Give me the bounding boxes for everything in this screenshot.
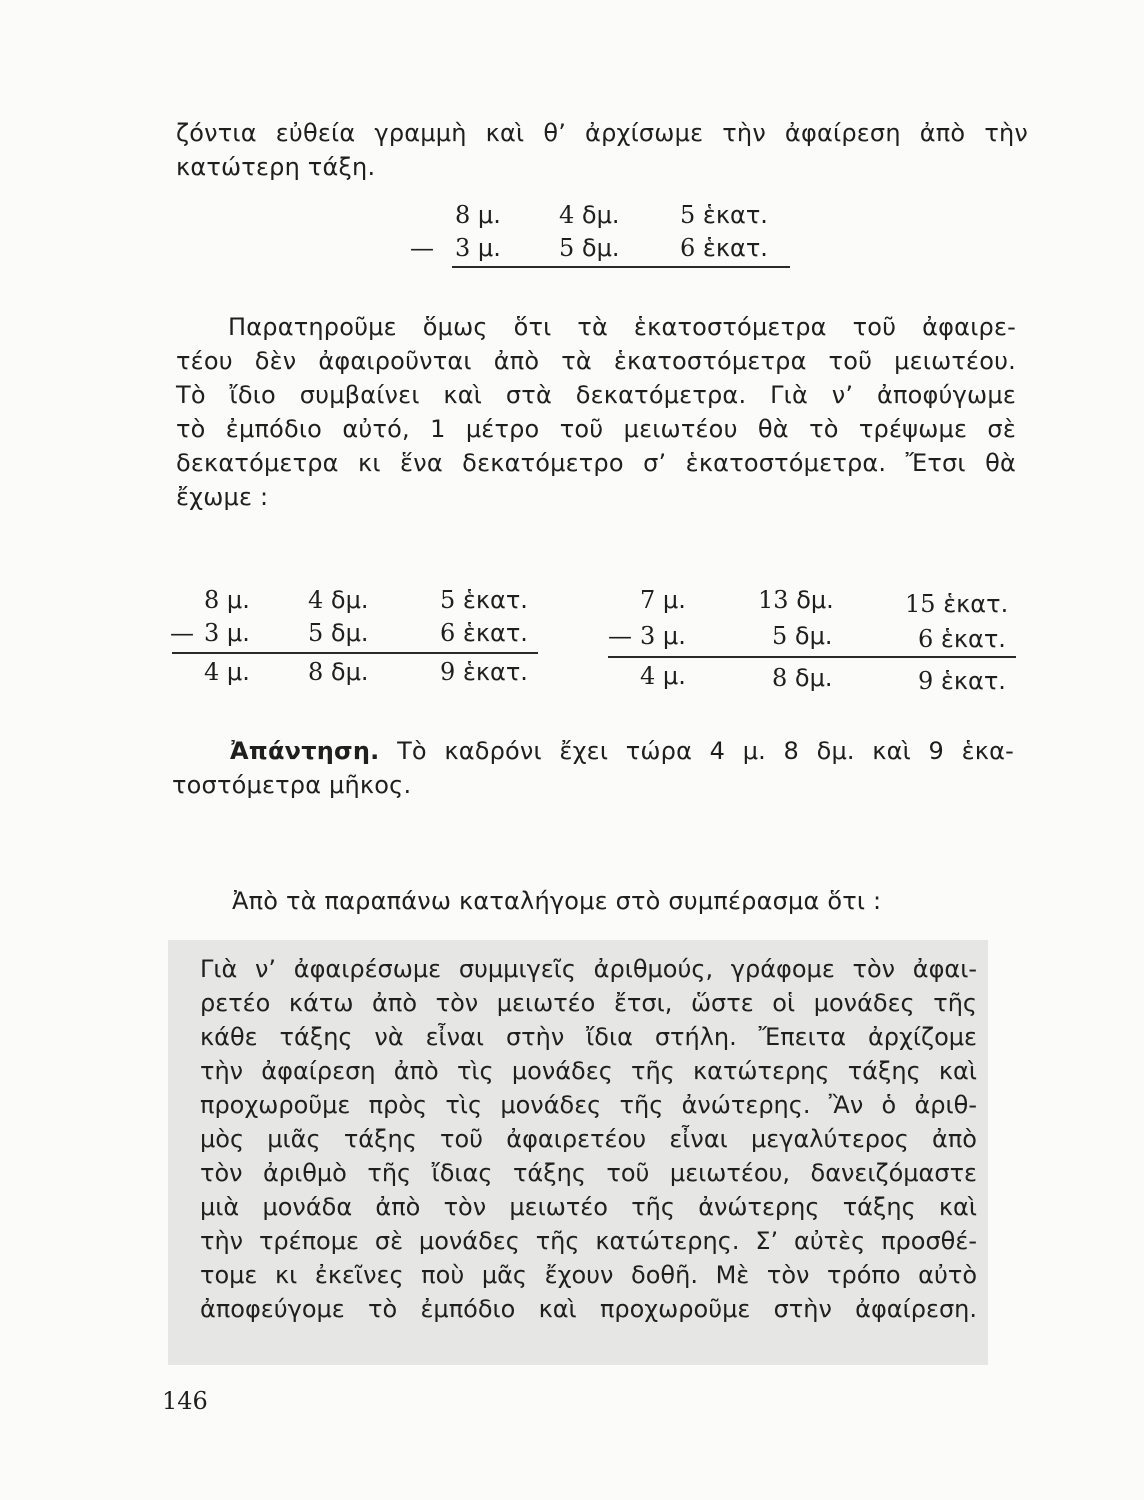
- setup-row1-m: 8 μ.: [455, 201, 501, 229]
- explanation-line-1: Παρατηροῦμε ὅμως ὅτι τὰ ἑκατοστόμετρα τοῦ ἀφαιρε-: [228, 313, 1016, 341]
- left-row1-dm: 4 δμ.: [308, 586, 369, 614]
- answer-label: Ἀπάντηση.: [230, 737, 380, 765]
- rule-line-11: ἀποφεύγομε τὸ ἐμπόδιο καὶ προχωροῦμε στὴν ἀφαίρεση.: [200, 1295, 977, 1323]
- left-row2-ek: 6 ἑκατ.: [440, 619, 528, 647]
- right-row2-sign: —: [608, 622, 632, 650]
- rule-line-4: τὴν ἀφαίρεση ἀπὸ τὶς μονάδες τῆς κατώτερης τάξης καὶ: [200, 1057, 977, 1085]
- answer-line-1: [172, 734, 1014, 768]
- intro-line-1: ζόντια εὐθεία γραμμὴ καὶ θ’ ἀρχίσωμε τὴν ἀφαίρεση ἀπὸ τὴν: [176, 119, 1028, 147]
- left-result-ek: 9 ἑκατ.: [440, 658, 528, 686]
- left-result-dm: 8 δμ.: [308, 658, 369, 686]
- explanation-line-4: τὸ ἐμπόδιο αὐτό, 1 μέτρο τοῦ μειωτέου θὰ τὸ τρέψωμε σὲ: [176, 415, 1016, 443]
- answer-text: Τὸ καδρόνι ἔχει τώρα 4 μ. 8 δμ. καὶ 9 ἑκα-: [397, 737, 1014, 765]
- explanation-line-5: δεκατόμετρα κι ἕνα δεκατόμετρο σ’ ἑκατοστόμετρα. Ἔτσι θὰ: [176, 449, 1016, 477]
- right-result-dm: 8 δμ.: [772, 664, 833, 692]
- left-result-m: 4 μ.: [204, 658, 250, 686]
- setup-row2-dm: 5 δμ.: [559, 234, 620, 262]
- explanation-line-6: ἔχωμε :: [176, 483, 269, 511]
- rule-line-8: μιὰ μονάδα ἀπὸ τὸν μειωτέο τῆς ἀνώτερης τάξης καὶ: [200, 1193, 977, 1221]
- intro-text: [176, 116, 1028, 184]
- rule-line-10: τομε κι ἐκεῖνες ποὺ μᾶς ἔχουν δοθῆ. Μὲ τὸν τρόπο αὐτὸ: [200, 1261, 977, 1289]
- answer-block: [172, 734, 1014, 802]
- rule-line-6: μὸς μιᾶς τάξης τοῦ ἀφαιρετέου εἶναι μεγαλύτερος ἀπὸ: [200, 1125, 977, 1153]
- left-row2-m: 3 μ.: [204, 619, 250, 647]
- right-sum-line: [608, 656, 1016, 658]
- left-row1-ek: 5 ἑκατ.: [440, 586, 528, 614]
- right-row2-dm: 5 δμ.: [772, 622, 833, 650]
- intro-line-2: κατώτερη τάξη.: [176, 153, 376, 181]
- rule-line-7: τὸν ἀριθμὸ τῆς ἴδιας τάξης τοῦ μειωτέου, δανειζόμαστε: [200, 1159, 977, 1187]
- setup-row1-ek: 5 ἑκατ.: [680, 201, 768, 229]
- setup-sum-line: [452, 266, 790, 268]
- left-row1-m: 8 μ.: [204, 586, 250, 614]
- right-row2-ek: 6 ἑκατ.: [918, 625, 1006, 653]
- answer-line-2: τοστόμετρα μῆκος.: [172, 771, 412, 799]
- right-result-m: 4 μ.: [640, 662, 686, 690]
- rule-line-5: προχωροῦμε πρὸς τὶς μονάδες τῆς ἀνώτερης. Ἂν ὁ ἀριθ-: [200, 1091, 977, 1119]
- explanation-line-3: Τὸ ἴδιο συμβαίνει καὶ στὰ δεκατόμετρα. Γιὰ ν’ ἀποφύγωμε: [176, 381, 1016, 409]
- left-sum-line: [172, 652, 538, 654]
- explanation-line-2: τέου δὲν ἀφαιροῦνται ἀπὸ τὰ ἑκατοστόμετρα τοῦ μειωτέου.: [176, 347, 1016, 375]
- setup-row2-sign: —: [410, 234, 434, 262]
- setup-row2-ek: 6 ἑκατ.: [680, 234, 768, 262]
- right-row1-ek: 15 ἑκατ.: [905, 590, 1009, 618]
- left-row2-dm: 5 δμ.: [308, 619, 369, 647]
- rule-line-9: τὴν τρέπομε σὲ μονάδες τῆς κατώτερης. Σ’ αὐτὲς προσθέ-: [200, 1227, 977, 1255]
- rule-line-2: ρετέο κάτω ἀπὸ τὸν μειωτέο ἔτσι, ὥστε οἱ μονάδες τῆς: [200, 989, 977, 1017]
- right-row1-dm: 13 δμ.: [758, 586, 834, 614]
- rule-box-text: [200, 952, 977, 1326]
- rule-line-3: κάθε τάξης νὰ εἶναι στὴν ἴδια στήλη. Ἔπειτα ἀρχίζομε: [200, 1023, 977, 1051]
- explanation-paragraph: [176, 310, 1016, 514]
- left-row2-sign: —: [170, 619, 194, 647]
- setup-row1-dm: 4 δμ.: [559, 201, 620, 229]
- conclusion-intro: Ἀπὸ τὰ παραπάνω καταλήγομε στὸ συμπέρασμα ὅτι :: [232, 887, 882, 915]
- right-result-ek: 9 ἑκατ.: [918, 667, 1006, 695]
- setup-row2-m: 3 μ.: [455, 234, 501, 262]
- right-row1-m: 7 μ.: [640, 586, 686, 614]
- rule-line-1: Γιὰ ν’ ἀφαιρέσωμε συμμιγεῖς ἀριθμούς, γράφομε τὸν ἀφαι-: [200, 955, 977, 983]
- right-row2-m: 3 μ.: [640, 622, 686, 650]
- page-number: 146: [162, 1387, 208, 1415]
